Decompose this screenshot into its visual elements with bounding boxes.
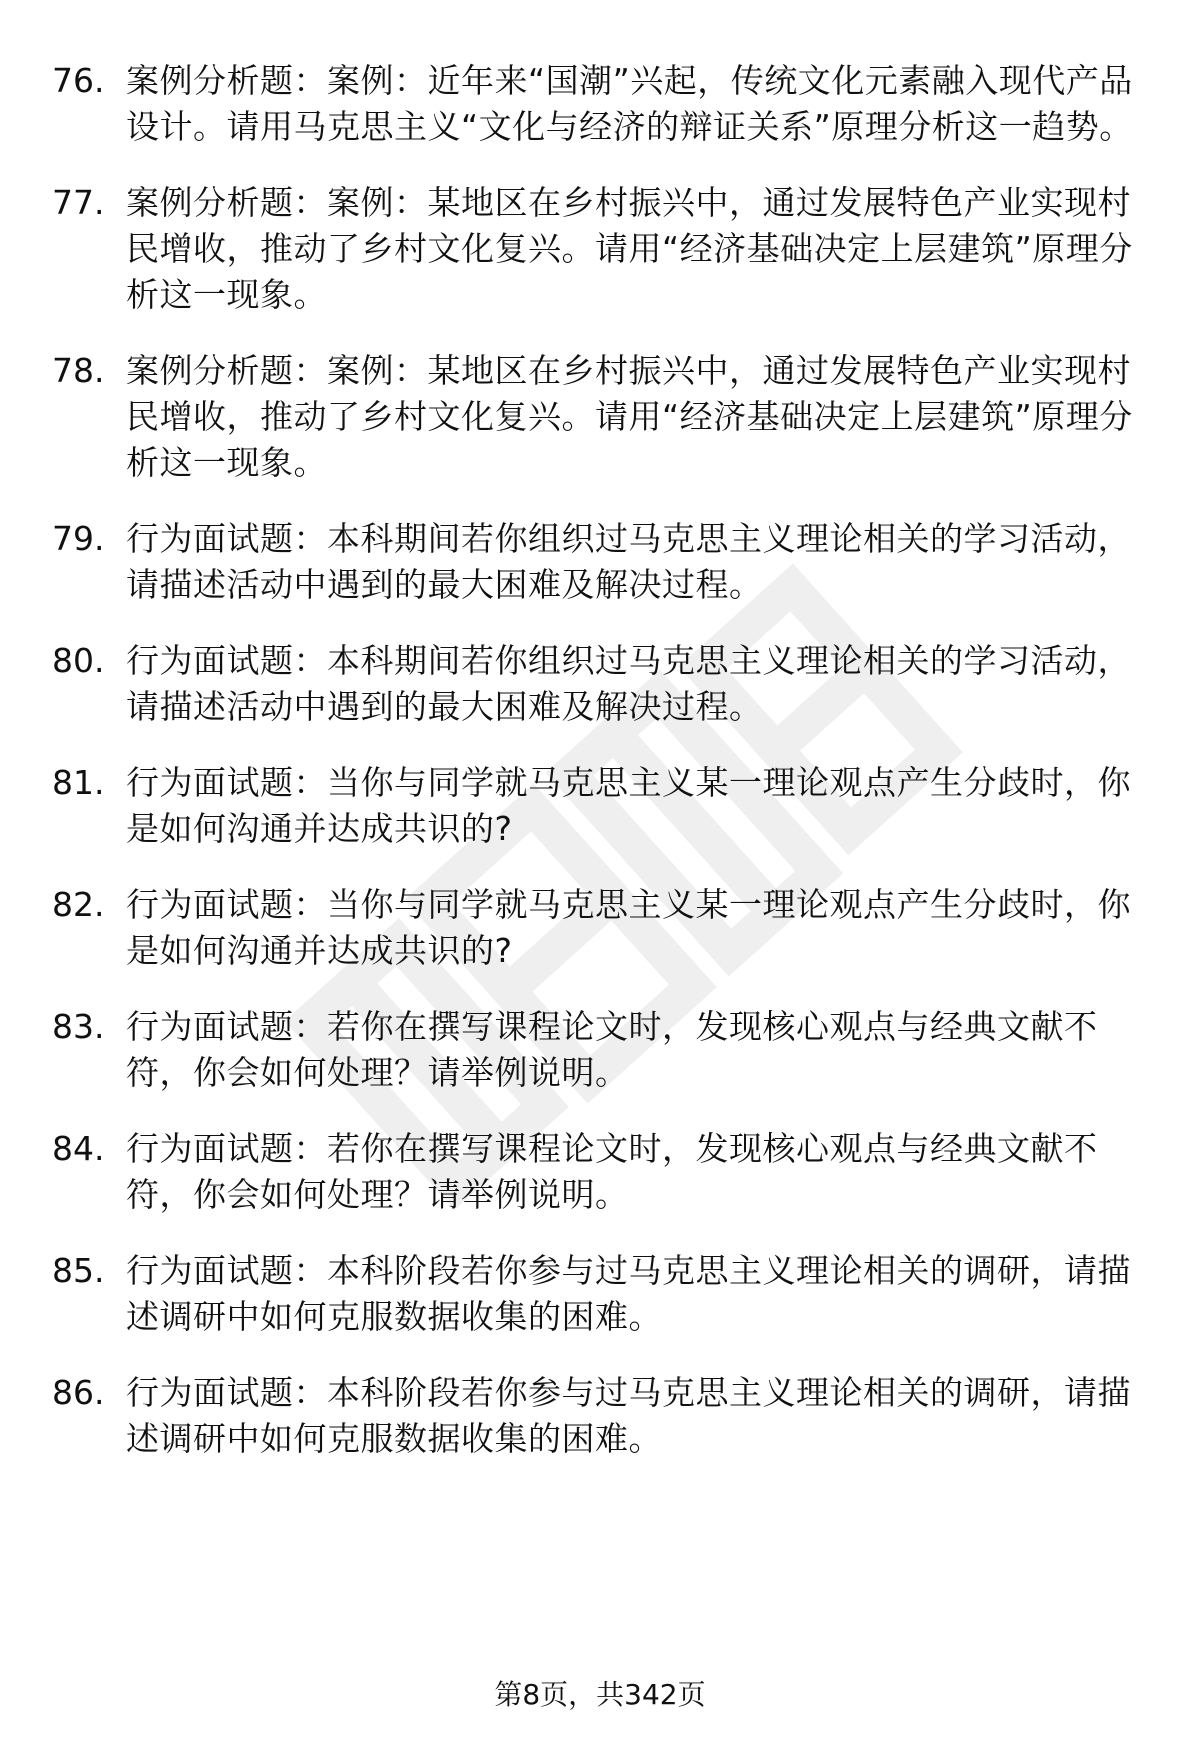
question-number: 84. bbox=[52, 1129, 105, 1168]
question-text: 行为面试题：本科期间若你组织过马克思主义理论相关的学习活动，请描述活动中遇到的最大困难及解决过程。 bbox=[126, 519, 1131, 604]
list-item bbox=[52, 1370, 1150, 1462]
question-number: 77. bbox=[52, 183, 105, 222]
list-item bbox=[52, 1126, 1150, 1218]
question-text: 案例分析题：案例：某地区在乡村振兴中，通过发展特色产业实现村民增收，推动了乡村文化复兴。请用“经济基础决定上层建筑”原理分析这一现象。 bbox=[126, 351, 1133, 482]
question-text: 行为面试题：本科期间若你组织过马克思主义理论相关的学习活动，请描述活动中遇到的最大困难及解决过程。 bbox=[126, 641, 1131, 726]
list-item bbox=[52, 638, 1150, 730]
question-list bbox=[52, 58, 1150, 1492]
question-number: 78. bbox=[52, 351, 105, 390]
question-text: 行为面试题：当你与同学就马克思主义某一理论观点产生分歧时，你是如何沟通并达成共识的? bbox=[126, 763, 1131, 848]
list-item bbox=[52, 348, 1150, 486]
list-item bbox=[52, 1004, 1150, 1096]
question-text: 行为面试题：当你与同学就马克思主义某一理论观点产生分歧时，你是如何沟通并达成共识的? bbox=[126, 885, 1131, 970]
question-text: 行为面试题：本科阶段若你参与过马克思主义理论相关的调研，请描述调研中如何克服数据收集的困难。 bbox=[126, 1251, 1131, 1336]
question-text: 案例分析题：案例：近年来“国潮”兴起，传统文化元素融入现代产品设计。请用马克思主义“文化与经济的辩证关系”原理分析这一趋势。 bbox=[126, 61, 1133, 146]
list-item bbox=[52, 58, 1150, 150]
question-number: 85. bbox=[52, 1251, 105, 1290]
question-number: 81. bbox=[52, 763, 105, 802]
list-item bbox=[52, 1248, 1150, 1340]
question-number: 83. bbox=[52, 1007, 105, 1046]
list-item bbox=[52, 180, 1150, 318]
question-number: 76. bbox=[52, 61, 105, 100]
question-number: 79. bbox=[52, 519, 105, 558]
list-item bbox=[52, 516, 1150, 608]
question-text: 行为面试题：若你在撰写课程论文时，发现核心观点与经典文献不符，你会如何处理？请举例说明。 bbox=[126, 1129, 1098, 1214]
list-item bbox=[52, 760, 1150, 852]
page-footer: 第8页，共342页 bbox=[494, 1678, 706, 1711]
question-text: 行为面试题：本科阶段若你参与过马克思主义理论相关的调研，请描述调研中如何克服数据收集的困难。 bbox=[126, 1373, 1131, 1458]
question-number: 86. bbox=[52, 1373, 105, 1412]
question-number: 80. bbox=[52, 641, 105, 680]
list-item bbox=[52, 882, 1150, 974]
question-number: 82. bbox=[52, 885, 105, 924]
question-text: 案例分析题：案例：某地区在乡村振兴中，通过发展特色产业实现村民增收，推动了乡村文化复兴。请用“经济基础决定上层建筑”原理分析这一现象。 bbox=[126, 183, 1133, 314]
question-text: 行为面试题：若你在撰写课程论文时，发现核心观点与经典文献不符，你会如何处理？请举例说明。 bbox=[126, 1007, 1098, 1092]
